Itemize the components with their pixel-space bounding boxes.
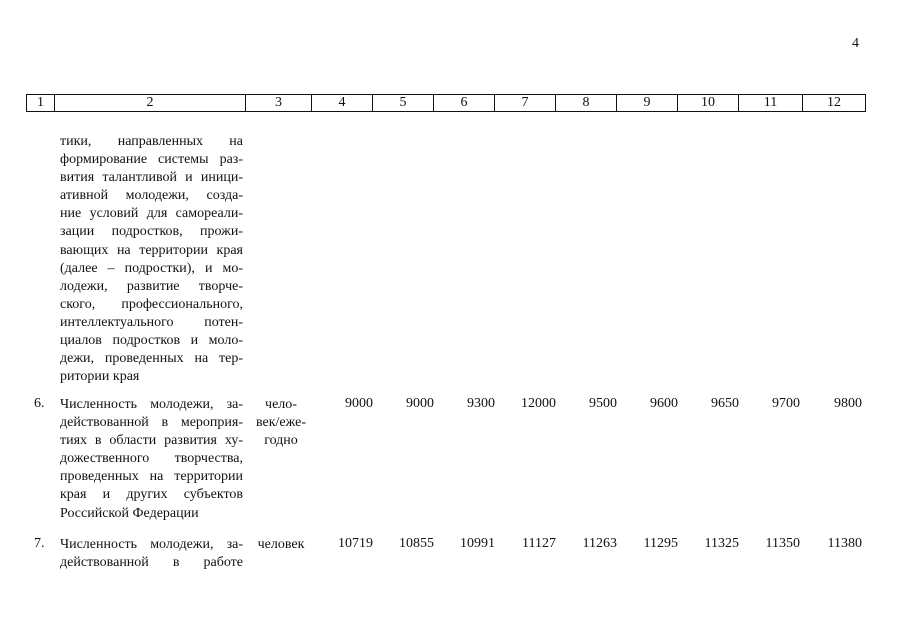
text-line: Российской Федерации	[60, 505, 199, 521]
row-7-value-col5: 10855	[399, 536, 434, 551]
row-6-value-col6: 9300	[467, 396, 495, 411]
row-7-value-col10: 11325	[704, 536, 739, 551]
header-cell-1: 1	[37, 95, 44, 110]
header-cell-2: 2	[54, 95, 245, 111]
header-cell-8: 8	[555, 95, 616, 111]
text-line: формирование системы раз-	[60, 152, 243, 168]
row-6-value-col4: 9000	[345, 396, 373, 411]
row-6-value-col12: 9800	[834, 396, 862, 411]
page-number: 4	[852, 36, 859, 51]
row-7-value-col12: 11380	[827, 536, 862, 551]
text-line: Численность молодежи, за-	[60, 397, 243, 412]
text-line: тиях в области развития ху-	[60, 433, 243, 449]
header-cell-6: 6	[433, 95, 494, 111]
header-cell-12: 12	[802, 95, 865, 111]
text-line: интеллектуального потен-	[60, 314, 243, 330]
text-line: действованной в мероприя-	[60, 415, 243, 431]
text-line: (далее – подростки), и мо-	[60, 260, 243, 276]
row-7-value-col7: 11127	[522, 536, 556, 551]
header-cell-11: 11	[738, 95, 802, 111]
unit-line: человек	[257, 537, 305, 552]
unit-line: чело-	[265, 397, 297, 412]
row-6-description	[60, 396, 243, 523]
text-line: ние условий для самореали-	[60, 206, 243, 222]
text-line: дожественного творчества,	[60, 451, 243, 467]
row-number-6: 6.	[34, 396, 45, 411]
header-cell-4: 4	[311, 95, 372, 111]
header-cell-7: 7	[494, 95, 555, 111]
header-cell-3: 3	[245, 95, 311, 111]
text-line: ативной молодежи, созда-	[60, 188, 243, 204]
text-line: действованной в работе	[60, 555, 243, 571]
text-line: ритории края	[60, 369, 140, 385]
row-6-value-col5: 9000	[406, 396, 434, 411]
row-6-value-col9: 9600	[650, 396, 678, 411]
text-line: вития талантливой и иници-	[60, 170, 243, 186]
text-line: зации подростков, прожи-	[60, 224, 243, 240]
row-7-value-col11: 11350	[765, 536, 800, 551]
text-line: края и других субъектов	[60, 487, 243, 503]
row-7-value-col4: 10719	[338, 536, 373, 551]
row-7-value-col9: 11295	[643, 536, 678, 551]
text-line: циалов подростков и моло-	[60, 333, 243, 349]
text-line: лодежи, развитие творче-	[60, 278, 243, 294]
row-7-unit	[252, 536, 310, 554]
unit-line: годно	[264, 433, 298, 449]
unit-line: век/еже-	[255, 415, 306, 431]
text-line: ского, профессионального,	[60, 296, 243, 312]
text-line: тики, направленных на	[60, 134, 243, 149]
text-line: Численность молодежи, за-	[60, 537, 243, 552]
row-6-value-col8: 9500	[589, 396, 617, 411]
row-number-7: 7.	[34, 536, 45, 551]
row-7-value-col8: 11263	[582, 536, 617, 551]
table-header-row	[26, 94, 866, 112]
row-6-value-col11: 9700	[772, 396, 800, 411]
row-6-value-col10: 9650	[711, 396, 739, 411]
row-6-value-col7: 12000	[521, 396, 556, 411]
row-7-description	[60, 536, 243, 572]
continued-description	[60, 133, 243, 386]
header-cell-9: 9	[616, 95, 677, 111]
text-line: дежи, проведенных на тер-	[60, 351, 243, 367]
header-cell-5: 5	[372, 95, 433, 111]
text-line: вающих на территории края	[60, 242, 243, 258]
row-7-value-col6: 10991	[460, 536, 495, 551]
row-6-unit	[252, 396, 310, 450]
text-line: проведенных на территории	[60, 469, 243, 485]
header-cell-10: 10	[677, 95, 738, 111]
